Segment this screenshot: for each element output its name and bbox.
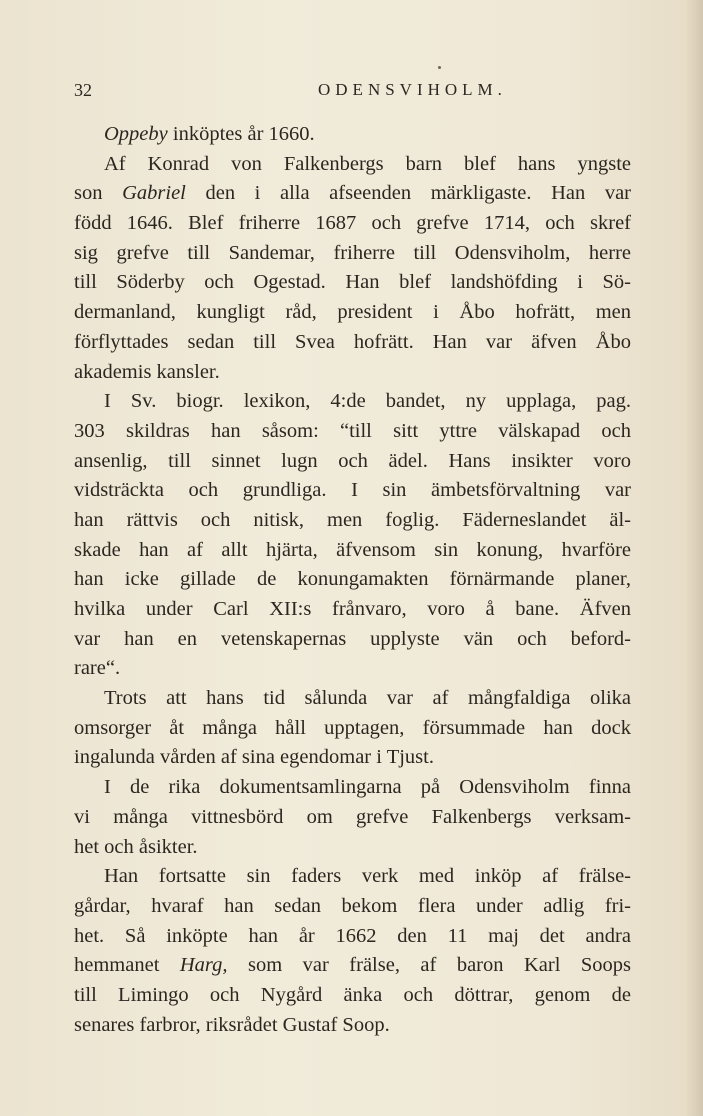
text-line — [74, 743, 631, 773]
text-run: född 1646. Blef friherre 1687 och grefve 1714, och skref — [74, 212, 631, 235]
text-run: förflyttades sedan till Svea hofrätt. Han var äfven Åbo — [74, 330, 631, 353]
text-run: omsorger åt många håll upptagen, försummade han dock — [74, 716, 631, 739]
text-run: Han fortsatte sin faders verk med inköp af frälse- — [104, 865, 631, 888]
text-line — [74, 536, 631, 566]
text-run: vidsträckta och grundliga. I sin ämbetsförvaltning var — [74, 479, 631, 502]
text-line — [74, 1011, 631, 1041]
text-run: sig grefve till Sandemar, friherre till Odensviholm, herre — [74, 241, 631, 264]
paper-speck — [438, 66, 441, 69]
text-line — [74, 417, 631, 447]
paragraph — [74, 120, 631, 150]
text-run: hvilka under Carl XII:s frånvaro, voro å bane. Äfven — [74, 598, 631, 620]
text-run: ansenlig, till sinnet lugn och ädel. Hans insikter voro — [74, 449, 631, 472]
page-number: 32 — [74, 80, 92, 100]
text-run: hemmanet — [74, 954, 180, 977]
text-run: I Sv. biogr. lexikon, 4:de bandet, ny upplaga, pag. — [104, 390, 631, 413]
text-run: han rättvis och nitisk, men foglig. Fäderneslandet äl- — [74, 508, 631, 531]
text-run: het. Så inköpte han år 1662 den 11 maj det andra — [74, 924, 631, 947]
text-run: rare“. — [74, 657, 121, 680]
text-run: akademis kansler. — [74, 360, 220, 383]
text-line — [74, 179, 631, 209]
text-run: som var frälse, af baron Karl Soops — [227, 954, 631, 977]
text-line — [74, 358, 631, 388]
text-line — [74, 951, 631, 981]
text-run: senares farbror, riksrådet Gustaf Soop. — [74, 1013, 390, 1036]
text-run: Trots att hans tid sålunda var af mångfaldiga olika — [104, 687, 631, 710]
paragraph — [74, 684, 631, 773]
paragraph — [74, 862, 631, 1040]
text-run: gårdar, hvaraf han sedan bekom flera under adlig fri- — [74, 894, 631, 917]
text-run: var han en vetenskapernas upplyste vän och beford- — [74, 627, 631, 650]
paragraph — [74, 773, 631, 862]
text-run: I de rika dokumentsamlingarna på Odensviholm finna — [104, 776, 631, 799]
text-line — [74, 595, 631, 625]
text-run: dermanland, kungligt råd, president i Åbo hofrätt, men — [74, 301, 631, 324]
italic-text: Oppeby — [104, 123, 168, 145]
text-run: het och åsikter. — [74, 835, 198, 858]
text-line — [74, 565, 631, 595]
text-line — [74, 447, 631, 477]
italic-text: Harg, — [179, 954, 228, 977]
text-run: inköptes år 1660. — [167, 123, 315, 145]
text-line — [74, 981, 631, 1011]
body-text — [74, 120, 631, 1040]
text-line — [74, 862, 631, 892]
text-run: den i alla afseenden märkligaste. Han var — [185, 182, 632, 205]
text-line — [74, 803, 631, 833]
text-line — [74, 625, 631, 655]
italic-text: Gabriel — [122, 182, 186, 205]
text-run: skade han af allt hjärta, äfvensom sin konung, hvarföre — [74, 538, 631, 561]
text-line — [74, 684, 631, 714]
text-line — [74, 833, 631, 863]
text-run: vi många vittnesbörd om grefve Falkenbergs verksam- — [74, 805, 631, 828]
text-line — [74, 209, 631, 239]
text-line — [74, 120, 631, 150]
text-line — [74, 150, 631, 180]
paragraph — [74, 387, 631, 684]
text-run: till Söderby och Ogestad. Han blef landshöfding i Sö- — [74, 271, 631, 294]
text-line — [74, 298, 631, 328]
text-line — [74, 773, 631, 803]
page-header — [74, 80, 634, 108]
paragraph — [74, 150, 631, 388]
text-run: 303 skildras han såsom: “till sitt yttre välskapad och — [74, 419, 631, 442]
text-line — [74, 714, 631, 744]
text-run: son — [74, 182, 123, 205]
running-head: ODENSVIHOLM. — [318, 80, 507, 99]
text-line — [74, 387, 631, 417]
text-run: till Limingo och Nygård änka och döttrar, genom de — [74, 983, 631, 1006]
text-line — [74, 654, 631, 684]
page-gutter-shadow — [685, 0, 703, 1116]
text-run: ingalunda vården af sina egendomar i Tjust. — [74, 746, 434, 769]
text-line — [74, 922, 631, 952]
text-line — [74, 268, 631, 298]
text-run: han icke gillade de konungamakten förnärmande planer, — [74, 568, 631, 591]
text-line — [74, 239, 631, 269]
text-line — [74, 506, 631, 536]
text-run: Af Konrad von Falkenbergs barn blef hans yngste — [104, 152, 631, 175]
text-line — [74, 328, 631, 358]
text-line — [74, 476, 631, 506]
text-line — [74, 892, 631, 922]
